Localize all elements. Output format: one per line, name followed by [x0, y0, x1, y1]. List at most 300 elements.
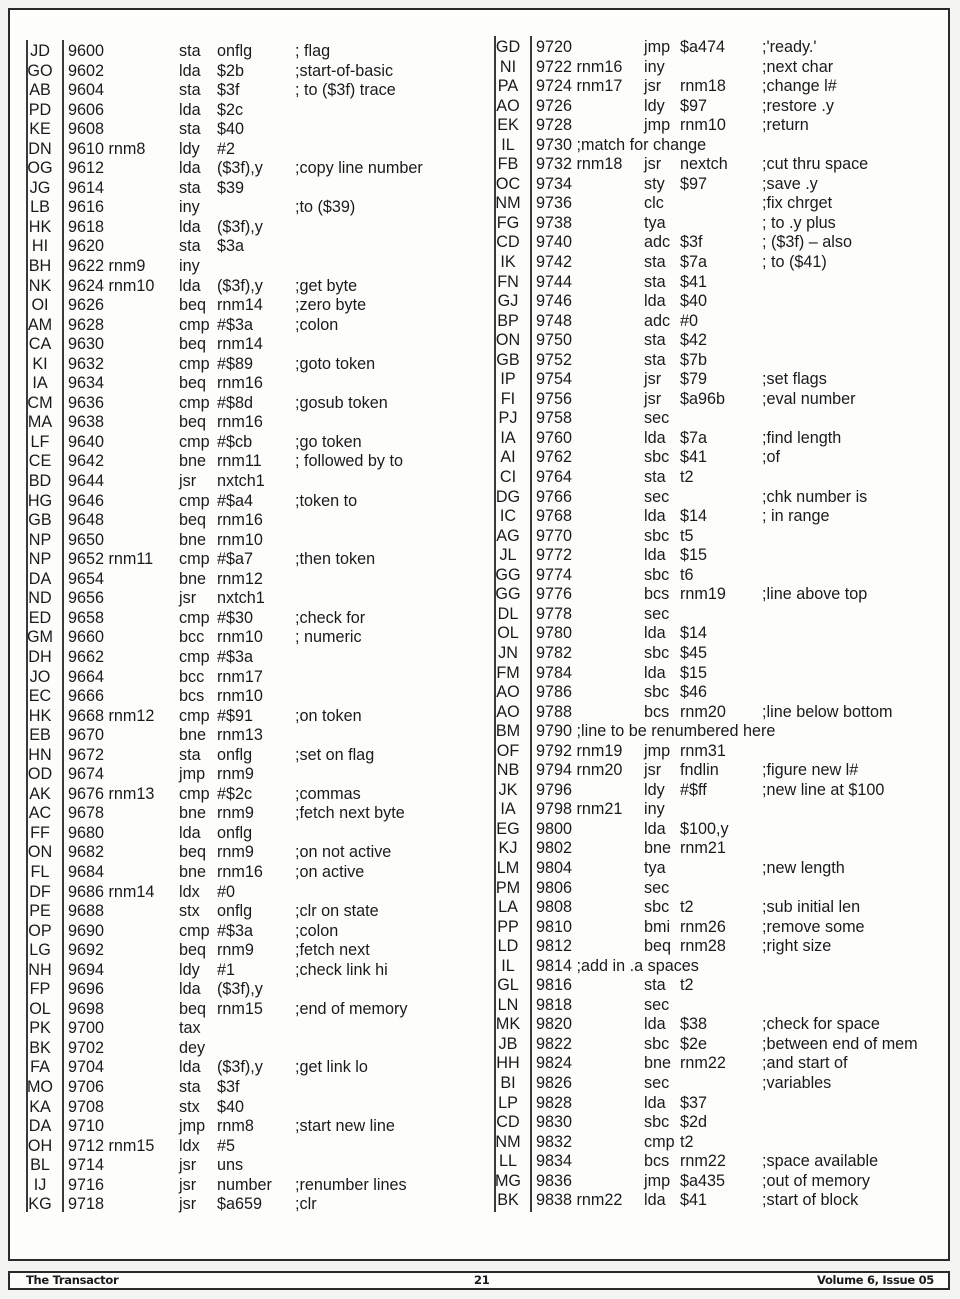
operand: $45 — [680, 643, 708, 662]
opcode: sbc — [644, 683, 670, 702]
comment: ;new line at $100 — [762, 780, 885, 799]
opcode: lda — [644, 546, 666, 565]
line-number-label: 9724 rnm17 — [536, 77, 623, 96]
line-number-label: 9634 — [68, 374, 105, 393]
opcode: iny — [179, 257, 200, 276]
opcode: sta — [179, 745, 201, 764]
opcode: ldy — [179, 960, 200, 979]
opcode: cmp — [179, 491, 210, 510]
line-number-label: 9674 — [68, 765, 105, 784]
opcode: sta — [179, 120, 201, 139]
line-number-label: 9730 ;match for change — [536, 135, 707, 154]
opcode: lda — [179, 100, 201, 119]
operand: $a659 — [217, 1195, 263, 1214]
opcode: jsr — [179, 1195, 197, 1214]
comment: ;eval number — [762, 389, 856, 408]
checksum: DA — [28, 569, 52, 588]
comment: ;goto token — [295, 354, 376, 373]
opcode: ldy — [644, 780, 665, 799]
operand: $3a — [217, 237, 245, 256]
line-number-label: 9652 rnm11 — [68, 550, 154, 569]
opcode: sta — [644, 468, 666, 487]
checksum: BM — [495, 722, 521, 741]
operand: #$91 — [217, 706, 254, 725]
comment: ;fetch next byte — [295, 804, 405, 823]
operand: rnm16 — [217, 511, 263, 530]
opcode: jsr — [179, 472, 197, 491]
operand: $15 — [680, 546, 708, 565]
checksum: OP — [28, 921, 52, 940]
operand: onflg — [217, 745, 253, 764]
checksum: GB — [28, 511, 52, 530]
comment: ;fetch next — [295, 941, 370, 960]
checksum: HK — [28, 706, 52, 725]
checksum: AO — [496, 683, 520, 702]
line-number-label: 9666 — [68, 687, 105, 706]
operand: rnm12 — [217, 569, 263, 588]
opcode: lda — [644, 624, 666, 643]
opcode: jmp — [644, 116, 671, 135]
checksum: NI — [499, 57, 517, 76]
line-number-label: 9672 — [68, 745, 105, 764]
operand: #$3a — [217, 315, 254, 334]
checksum: FL — [30, 862, 50, 881]
checksum: AO — [496, 96, 520, 115]
opcode: jmp — [644, 1171, 671, 1190]
operand: rnm15 — [217, 999, 263, 1018]
checksum: FG — [496, 213, 520, 232]
operand: t2 — [680, 468, 694, 487]
line-number-label: 9670 — [68, 726, 105, 745]
operand: #$89 — [217, 354, 254, 373]
checksum: KI — [32, 354, 48, 373]
operand: $97 — [680, 174, 708, 193]
line-number-label: 9720 — [536, 38, 573, 56]
comment: ;line below bottom — [762, 702, 893, 721]
operand: onflg — [217, 42, 253, 60]
opcode: beq — [179, 296, 207, 315]
comment: ;'ready.' — [762, 38, 817, 56]
operand: #$a7 — [217, 550, 254, 569]
checksum: HI — [31, 237, 49, 256]
operand: nxtch1 — [217, 472, 265, 491]
opcode: lda — [179, 1058, 201, 1077]
line-number-label: 9602 — [68, 61, 105, 80]
operand: #1 — [217, 960, 236, 979]
comment: ;on not active — [295, 843, 392, 862]
checksum: OI — [31, 296, 49, 315]
checksum: EC — [28, 687, 52, 706]
line-number-label: 9832 — [536, 1132, 573, 1151]
checksum: IP — [500, 370, 516, 389]
checksum: NK — [28, 276, 52, 295]
line-number-label: 9700 — [68, 1019, 105, 1038]
operand: rnm8 — [217, 1117, 254, 1136]
opcode: cmp — [179, 706, 210, 725]
comment: ;change l# — [762, 77, 837, 96]
line-number-label: 9816 — [536, 976, 573, 995]
checksum: GM — [26, 628, 54, 647]
opcode: cmp — [179, 550, 210, 569]
line-number-label: 9812 — [536, 937, 573, 956]
operand: $37 — [680, 1093, 708, 1112]
opcode: jsr — [179, 1175, 197, 1194]
line-number-label: 9780 — [536, 624, 573, 643]
operand: $a96b — [680, 389, 726, 408]
comment: ;set flags — [762, 370, 827, 389]
opcode: jmp — [644, 38, 671, 56]
opcode: sta — [644, 272, 666, 291]
operand: rnm14 — [217, 335, 263, 354]
operand: $41 — [680, 448, 708, 467]
opcode: iny — [179, 198, 200, 217]
line-number-label: 9834 — [536, 1152, 573, 1171]
checksum: LL — [498, 1152, 517, 1171]
line-number-label: 9684 — [68, 862, 105, 881]
comment: ;clr — [295, 1195, 317, 1214]
line-number-label: 9660 — [68, 628, 105, 647]
line-number-label: 9612 — [68, 159, 105, 178]
checksum: CD — [496, 1113, 520, 1132]
opcode: sta — [644, 253, 666, 272]
opcode: sta — [179, 237, 201, 256]
checksum: IA — [500, 428, 516, 447]
line-number-label: 9640 — [68, 432, 105, 451]
line-number-label: 9708 — [68, 1097, 105, 1116]
opcode: ldx — [179, 882, 200, 901]
checksum: CA — [28, 335, 52, 354]
checksum: GG — [495, 585, 521, 604]
line-number-label: 9722 rnm16 — [536, 57, 623, 76]
comment: ;get link lo — [295, 1058, 368, 1077]
comment: ;right size — [762, 937, 832, 956]
checksum: KA — [29, 1097, 51, 1116]
operand: #$3a — [217, 647, 254, 666]
opcode: beq — [179, 941, 207, 960]
checksum: MG — [494, 1171, 522, 1190]
opcode: stx — [179, 1097, 200, 1116]
opcode: cmp — [179, 784, 210, 803]
opcode: jsr — [644, 389, 662, 408]
comment: ; to ($41) — [762, 253, 827, 272]
opcode: beq — [179, 413, 207, 432]
opcode: tya — [644, 858, 666, 877]
operand: rnm16 — [217, 413, 263, 432]
opcode: jsr — [644, 77, 662, 96]
opcode: iny — [644, 800, 665, 819]
left-checksum-divider — [62, 40, 64, 1212]
operand: $41 — [680, 1191, 708, 1210]
comment: ;and start of — [762, 1054, 848, 1073]
opcode: bne — [179, 569, 207, 588]
comment: ;commas — [295, 784, 361, 803]
operand: uns — [217, 1156, 244, 1175]
opcode: bne — [179, 862, 207, 881]
line-number-label: 9800 — [536, 819, 573, 838]
operand: $41 — [680, 272, 708, 291]
opcode: ldy — [644, 96, 665, 115]
comment: ;check for — [295, 608, 366, 627]
checksum: PA — [497, 77, 519, 96]
checksum: NB — [496, 761, 520, 780]
checksum: NM — [495, 1132, 521, 1151]
line-number-label: 9768 — [536, 507, 573, 526]
operand: $38 — [680, 1015, 708, 1034]
line-number-label: 9826 — [536, 1073, 573, 1092]
opcode: jmp — [179, 765, 206, 784]
line-number-label: 9620 — [68, 237, 105, 256]
line-number-label: 9744 — [536, 272, 573, 291]
operand: rnm9 — [217, 941, 254, 960]
checksum: JB — [498, 1034, 518, 1053]
checksum: FA — [30, 1058, 50, 1077]
operand: $3f — [217, 1077, 240, 1096]
checksum: LM — [496, 858, 520, 877]
comment: ;save .y — [762, 174, 818, 193]
comment: ;set on flag — [295, 745, 375, 764]
comment: ;go token — [295, 432, 362, 451]
line-number-label: 9626 — [68, 296, 105, 315]
opcode: lda — [179, 823, 201, 842]
comment: ;then token — [295, 550, 376, 569]
checksum: NM — [495, 194, 521, 213]
checksum: AK — [29, 784, 51, 803]
operand: t2 — [680, 1132, 694, 1151]
operand: $2b — [217, 61, 245, 80]
line-number-label: 9664 — [68, 667, 105, 686]
checksum: CI — [499, 468, 517, 487]
line-number-label: 9828 — [536, 1093, 573, 1112]
operand: rnm17 — [217, 667, 263, 686]
operand: #0 — [217, 882, 236, 901]
operand: rnm18 — [680, 77, 726, 96]
checksum: OD — [27, 765, 53, 784]
opcode: beq — [179, 335, 207, 354]
opcode: beq — [179, 843, 207, 862]
checksum: OL — [29, 999, 51, 1018]
operand: #$ff — [680, 780, 707, 799]
opcode: beq — [179, 999, 207, 1018]
opcode: sta — [179, 81, 201, 100]
checksum: LA — [498, 898, 518, 917]
opcode: bcc — [179, 628, 205, 647]
line-number-label: 9760 — [536, 428, 573, 447]
operand: ($3f),y — [217, 217, 263, 236]
comment: ;colon — [295, 315, 339, 334]
line-number-label: 9754 — [536, 370, 573, 389]
operand: rnm10 — [217, 530, 263, 549]
operand: rnm28 — [680, 937, 726, 956]
opcode: bne — [644, 839, 672, 858]
operand: $14 — [680, 507, 708, 526]
checksum: DN — [28, 139, 52, 158]
line-number-label: 9788 — [536, 702, 573, 721]
opcode: cmp — [179, 432, 210, 451]
line-number-label: 9610 rnm8 — [68, 139, 146, 158]
checksum: AM — [27, 315, 53, 334]
operand: fndlin — [680, 761, 719, 780]
checksum: ON — [27, 843, 53, 862]
opcode: bcs — [644, 585, 670, 604]
opcode: stx — [179, 902, 200, 921]
operand: nextch — [680, 155, 728, 174]
line-number-label: 9802 — [536, 839, 573, 858]
opcode: cmp — [179, 921, 210, 940]
line-number-label: 9630 — [68, 335, 105, 354]
comment: ;token to — [295, 491, 358, 510]
line-number-label: 9774 — [536, 565, 573, 584]
checksum: BK — [497, 1191, 519, 1210]
line-number-label: 9822 — [536, 1034, 573, 1053]
line-number-label: 9814 ;add in .a spaces — [536, 956, 699, 975]
checksum: KE — [29, 120, 51, 139]
line-number-label: 9818 — [536, 995, 573, 1014]
operand: t6 — [680, 565, 694, 584]
operand: $3f — [680, 233, 703, 252]
line-number-label: 9680 — [68, 823, 105, 842]
comment: ;return — [762, 116, 809, 135]
checksum: AI — [500, 448, 516, 467]
checksum: EK — [497, 116, 519, 135]
line-number-label: 9792 rnm19 — [536, 741, 623, 760]
checksum: IL — [501, 956, 515, 975]
operand: #$3a — [217, 921, 254, 940]
line-number-label: 9736 — [536, 194, 573, 213]
operand: #$a4 — [217, 491, 254, 510]
comment: ;colon — [295, 921, 339, 940]
line-number-label: 9782 — [536, 643, 573, 662]
line-number-label: 9676 rnm13 — [68, 784, 155, 803]
opcode: sta — [179, 42, 201, 60]
opcode: beq — [179, 374, 207, 393]
opcode: lda — [644, 819, 666, 838]
checksum: IA — [500, 800, 516, 819]
checksum: LF — [30, 432, 50, 451]
operand: rnm19 — [680, 585, 726, 604]
opcode: bcs — [644, 1152, 670, 1171]
line-number-label: 9766 — [536, 487, 573, 506]
opcode: bne — [179, 452, 207, 471]
checksum: CM — [27, 393, 53, 412]
checksum: DG — [495, 487, 521, 506]
opcode: lda — [179, 61, 201, 80]
checksum: EG — [496, 819, 520, 838]
checksum: KJ — [498, 839, 518, 858]
checksum: PE — [29, 902, 51, 921]
opcode: adc — [644, 311, 671, 330]
comment: ;out of memory — [762, 1171, 870, 1190]
line-number-label: 9728 — [536, 116, 573, 135]
line-number-label: 9752 — [536, 350, 573, 369]
checksum: GL — [497, 976, 519, 995]
checksum: MK — [495, 1015, 521, 1034]
opcode: dey — [179, 1038, 206, 1057]
line-number-label: 9608 — [68, 120, 105, 139]
operand: rnm9 — [217, 765, 254, 784]
checksum: BP — [497, 311, 519, 330]
operand: $42 — [680, 331, 708, 350]
operand: rnm10 — [217, 628, 263, 647]
opcode: sty — [644, 174, 665, 193]
line-number-label: 9740 — [536, 233, 573, 252]
operand: rnm22 — [680, 1054, 726, 1073]
opcode: lda — [179, 276, 201, 295]
operand: $100,y — [680, 819, 729, 838]
checksum: BI — [500, 1073, 516, 1092]
line-number-label: 9646 — [68, 491, 105, 510]
opcode: tax — [179, 1019, 201, 1038]
line-number-label: 9698 — [68, 999, 105, 1018]
line-number-label: 9824 — [536, 1054, 573, 1073]
opcode: beq — [644, 937, 672, 956]
opcode: lda — [644, 1093, 666, 1112]
checksum: LB — [30, 198, 50, 217]
line-number-label: 9806 — [536, 878, 573, 897]
comment: ;between end of mem — [762, 1034, 918, 1053]
line-number-label: 9796 — [536, 780, 573, 799]
opcode: jsr — [179, 1156, 197, 1175]
checksum: ON — [495, 331, 521, 350]
checksum: AC — [28, 804, 52, 823]
page-footer — [8, 1271, 950, 1290]
comment: ;on active — [295, 862, 365, 881]
operand: rnm10 — [680, 116, 726, 135]
comment: ;renumber lines — [295, 1175, 407, 1194]
checksum: LN — [497, 995, 519, 1014]
line-number-label: 9784 — [536, 663, 573, 682]
operand: ($3f),y — [217, 159, 263, 178]
opcode: sbc — [644, 526, 670, 545]
operand: #5 — [217, 1136, 236, 1155]
opcode: cmp — [179, 608, 210, 627]
operand: $7a — [680, 253, 708, 272]
comment: ; to ($3f) trace — [295, 81, 396, 100]
opcode: jsr — [644, 370, 662, 389]
opcode: sta — [179, 1077, 201, 1096]
opcode: sbc — [644, 1113, 670, 1132]
line-number-label: 9644 — [68, 472, 105, 491]
opcode: iny — [644, 57, 665, 76]
comment: ;figure new l# — [762, 761, 859, 780]
line-number-label: 9776 — [536, 585, 573, 604]
line-number-label: 9694 — [68, 960, 105, 979]
opcode: sec — [644, 409, 670, 428]
checksum: MA — [27, 413, 53, 432]
checksum: NP — [28, 530, 52, 549]
comment: ;start-of-basic — [295, 61, 394, 80]
line-number-label: 9762 — [536, 448, 573, 467]
opcode: sbc — [644, 643, 670, 662]
line-number-label: 9738 — [536, 213, 573, 232]
right-checksum-divider — [530, 36, 532, 1212]
checksum: NH — [28, 960, 52, 979]
line-number-label: 9746 — [536, 292, 573, 311]
line-number-label: 9678 — [68, 804, 105, 823]
operand: ($3f),y — [217, 980, 263, 999]
line-number-label: 9732 rnm18 — [536, 155, 623, 174]
operand: t2 — [680, 898, 694, 917]
operand: t2 — [680, 976, 694, 995]
operand: ($3f),y — [217, 276, 263, 295]
checksum: PM — [495, 878, 521, 897]
line-number-label: 9702 — [68, 1038, 105, 1057]
operand: onflg — [217, 823, 253, 842]
opcode: sbc — [644, 898, 670, 917]
checksum: FP — [29, 980, 51, 999]
line-number-label: 9662 — [68, 647, 105, 666]
comment: ;to ($39) — [295, 198, 356, 217]
line-number-label: 9658 — [68, 608, 105, 627]
